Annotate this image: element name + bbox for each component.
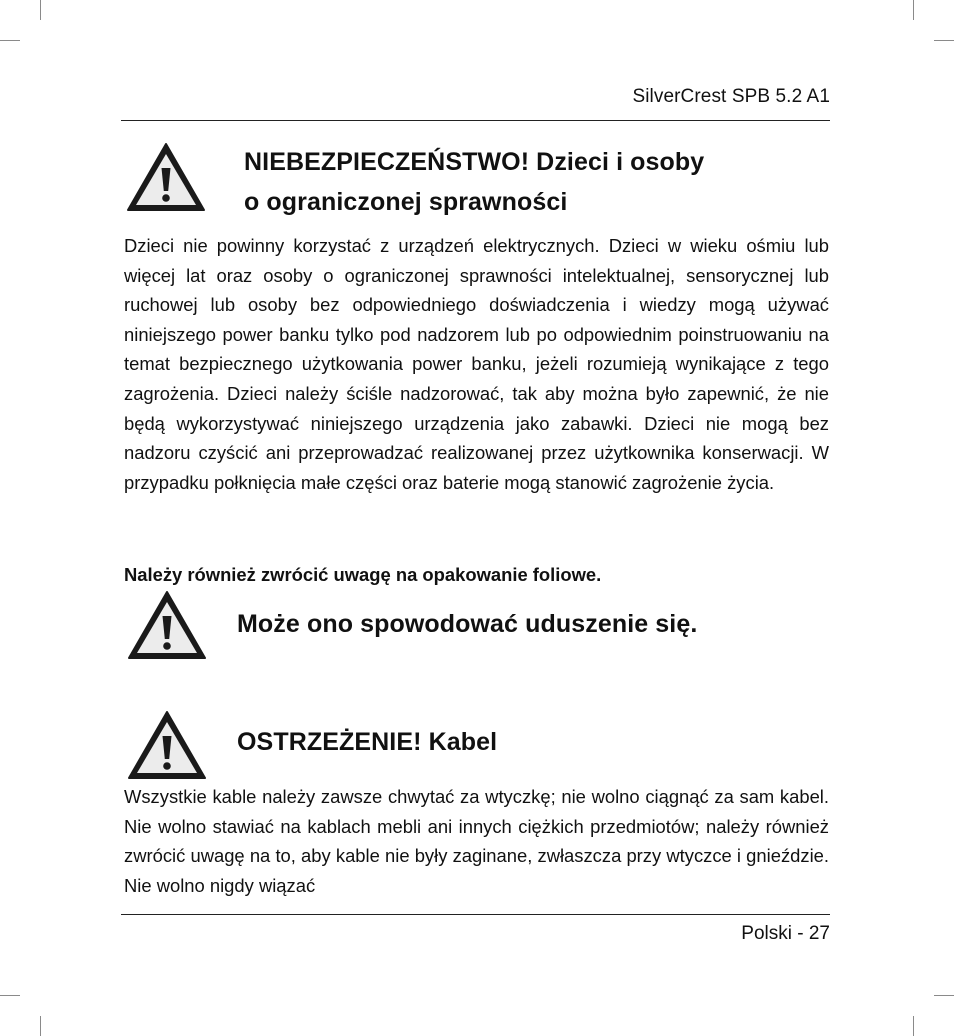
section-heading-danger-children — [244, 142, 704, 222]
warning-triangle-icon — [126, 142, 206, 212]
crop-mark — [934, 40, 954, 41]
crop-mark — [0, 995, 20, 996]
header-rule — [121, 120, 830, 121]
warning-triangle-icon — [127, 710, 207, 780]
crop-mark — [934, 995, 954, 996]
body-paragraph-children-safety: Dzieci nie powinny korzystać z urządzeń elektrycznych. Dzieci w wieku ośmiu lub więcej lat oraz osoby o ograniczonej sprawności intelektualnej, sensorycznej lub ruchowej lub osoby bez odpowiedniego doświadczenia i wiedzy mogą używać niniejszego power banku tylko pod nadzorem lub po odpowiednim poinstruowaniu na temat bezpiecznego użytkowania power banku, jeżeli rozumieją wynikające z tego zagrożenia. Dzieci należy ściśle nadzorować, tak aby można było zapewnić, że nie będą wykorzystywać niniejszego urządzenia jako zabawki. Dzieci nie mogą bez nadzoru czyścić ani przeprowadzać realizowanej przez użytkownika konserwacji. W przypadku połknięcia małe części oraz baterie mogą stanowić zagrożenie życia. — [124, 235, 829, 493]
crop-mark — [913, 0, 914, 20]
section-heading-suffocation: Może ono spowodować uduszenie się. — [237, 610, 698, 638]
heading-line: NIEBEZPIECZEŃSTWO! Dzieci i osoby — [244, 148, 705, 176]
document-header-title: SilverCrest SPB 5.2 A1 — [632, 86, 830, 107]
crop-mark — [40, 0, 41, 20]
crop-mark — [40, 1016, 41, 1036]
crop-mark — [913, 1016, 914, 1036]
section-heading-warning-cable: OSTRZEŻENIE! Kabel — [237, 728, 498, 756]
crop-mark — [0, 40, 20, 41]
warning-triangle-icon — [127, 590, 207, 660]
footer-rule — [121, 914, 830, 915]
page-number: Polski - 27 — [741, 923, 830, 944]
bold-note-packaging: Należy również zwrócić uwagę na opakowanie foliowe. — [124, 564, 602, 585]
heading-line: o ograniczonej sprawności — [244, 188, 568, 216]
body-paragraph-cable-safety: Wszystkie kable należy zawsze chwytać za wtyczkę; nie wolno ciągnąć za sam kabel. Nie wolno stawiać na kablach mebli ani innych ciężkich przedmiotów; należy również zwrócić uwagę na to, aby kable nie były zaginane, zwłaszcza przy wtyczce i gnieździe. Nie wolno nigdy wiązać — [124, 786, 829, 896]
